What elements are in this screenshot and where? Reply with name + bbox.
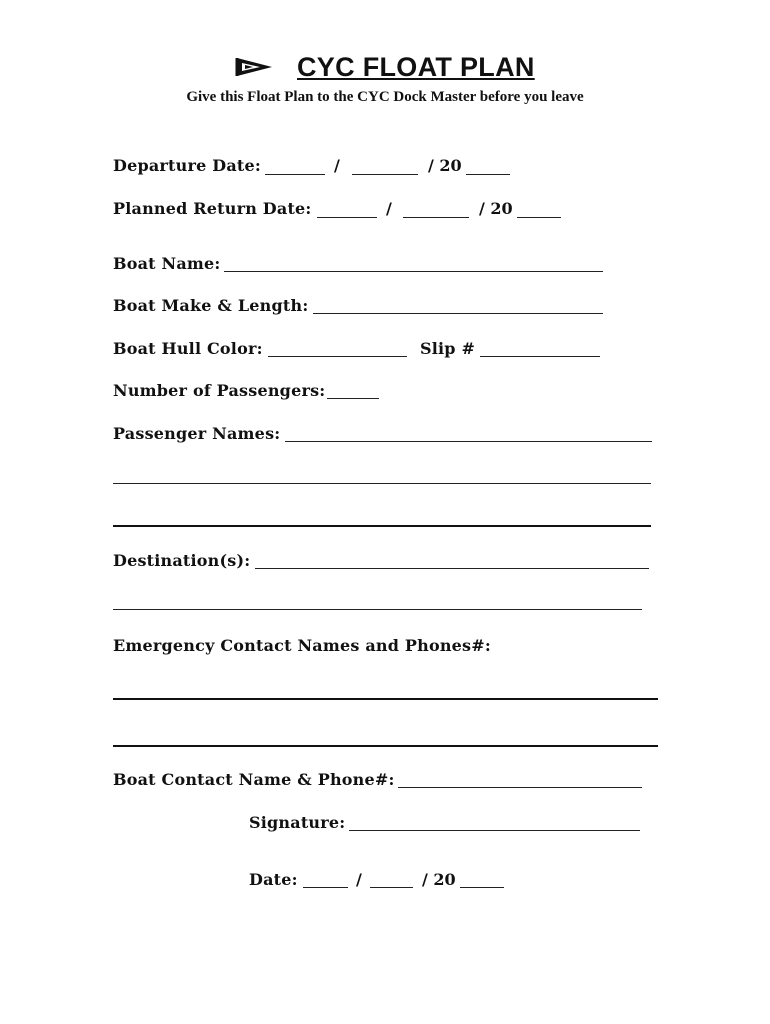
departure-day-field[interactable] bbox=[352, 174, 418, 175]
sign-month-field[interactable] bbox=[303, 887, 348, 888]
passenger-count-label: Number of Passengers: bbox=[113, 381, 326, 400]
sign-year-field[interactable] bbox=[460, 887, 504, 888]
hull-color-label: Boat Hull Color: bbox=[113, 339, 263, 358]
passenger-count-field[interactable] bbox=[327, 398, 379, 399]
boat-contact-label: Boat Contact Name & Phone#: bbox=[113, 770, 395, 789]
boat-make-field[interactable] bbox=[313, 313, 603, 314]
emergency-contact-line-1[interactable] bbox=[113, 698, 658, 700]
year-prefix: / 20 bbox=[479, 199, 513, 218]
date-label: Date: bbox=[249, 870, 298, 889]
signature-label: Signature: bbox=[249, 813, 346, 832]
emergency-contact-label: Emergency Contact Names and Phones#: bbox=[113, 636, 491, 655]
return-month-field[interactable] bbox=[317, 217, 377, 218]
boat-make-label: Boat Make & Length: bbox=[113, 296, 309, 315]
passenger-names-label: Passenger Names: bbox=[113, 424, 281, 443]
boat-contact-field[interactable] bbox=[398, 787, 642, 788]
departure-year-field[interactable] bbox=[466, 174, 510, 175]
departure-month-field[interactable] bbox=[265, 174, 325, 175]
return-year-field[interactable] bbox=[517, 217, 561, 218]
boat-name-field[interactable] bbox=[224, 271, 603, 272]
year-prefix: / 20 bbox=[428, 156, 462, 175]
signature-field[interactable] bbox=[349, 830, 640, 831]
departure-date-label: Departure Date: bbox=[113, 156, 261, 175]
sign-day-field[interactable] bbox=[370, 887, 413, 888]
destination-field[interactable] bbox=[255, 568, 649, 569]
destination-label: Destination(s): bbox=[113, 551, 251, 570]
boat-name-label: Boat Name: bbox=[113, 254, 221, 273]
date-separator: / bbox=[386, 199, 392, 218]
date-separator: / bbox=[356, 870, 362, 889]
year-prefix: / 20 bbox=[422, 870, 456, 889]
slip-field[interactable] bbox=[480, 356, 600, 357]
passenger-names-line-3[interactable] bbox=[113, 525, 651, 527]
burgee-flag-icon bbox=[234, 56, 274, 78]
hull-color-field[interactable] bbox=[268, 356, 407, 357]
passenger-names-line-2[interactable] bbox=[113, 483, 651, 484]
emergency-contact-line-2[interactable] bbox=[113, 745, 658, 747]
page-title: CYC FLOAT PLAN bbox=[297, 52, 535, 82]
slip-label: Slip # bbox=[420, 339, 476, 358]
return-day-field[interactable] bbox=[403, 217, 469, 218]
page-subtitle: Give this Float Plan to the CYC Dock Master before you leave bbox=[186, 89, 584, 105]
return-date-label: Planned Return Date: bbox=[113, 199, 312, 218]
destination-line-2[interactable] bbox=[113, 609, 642, 610]
date-separator: / bbox=[334, 156, 340, 175]
passenger-names-field[interactable] bbox=[285, 441, 652, 442]
